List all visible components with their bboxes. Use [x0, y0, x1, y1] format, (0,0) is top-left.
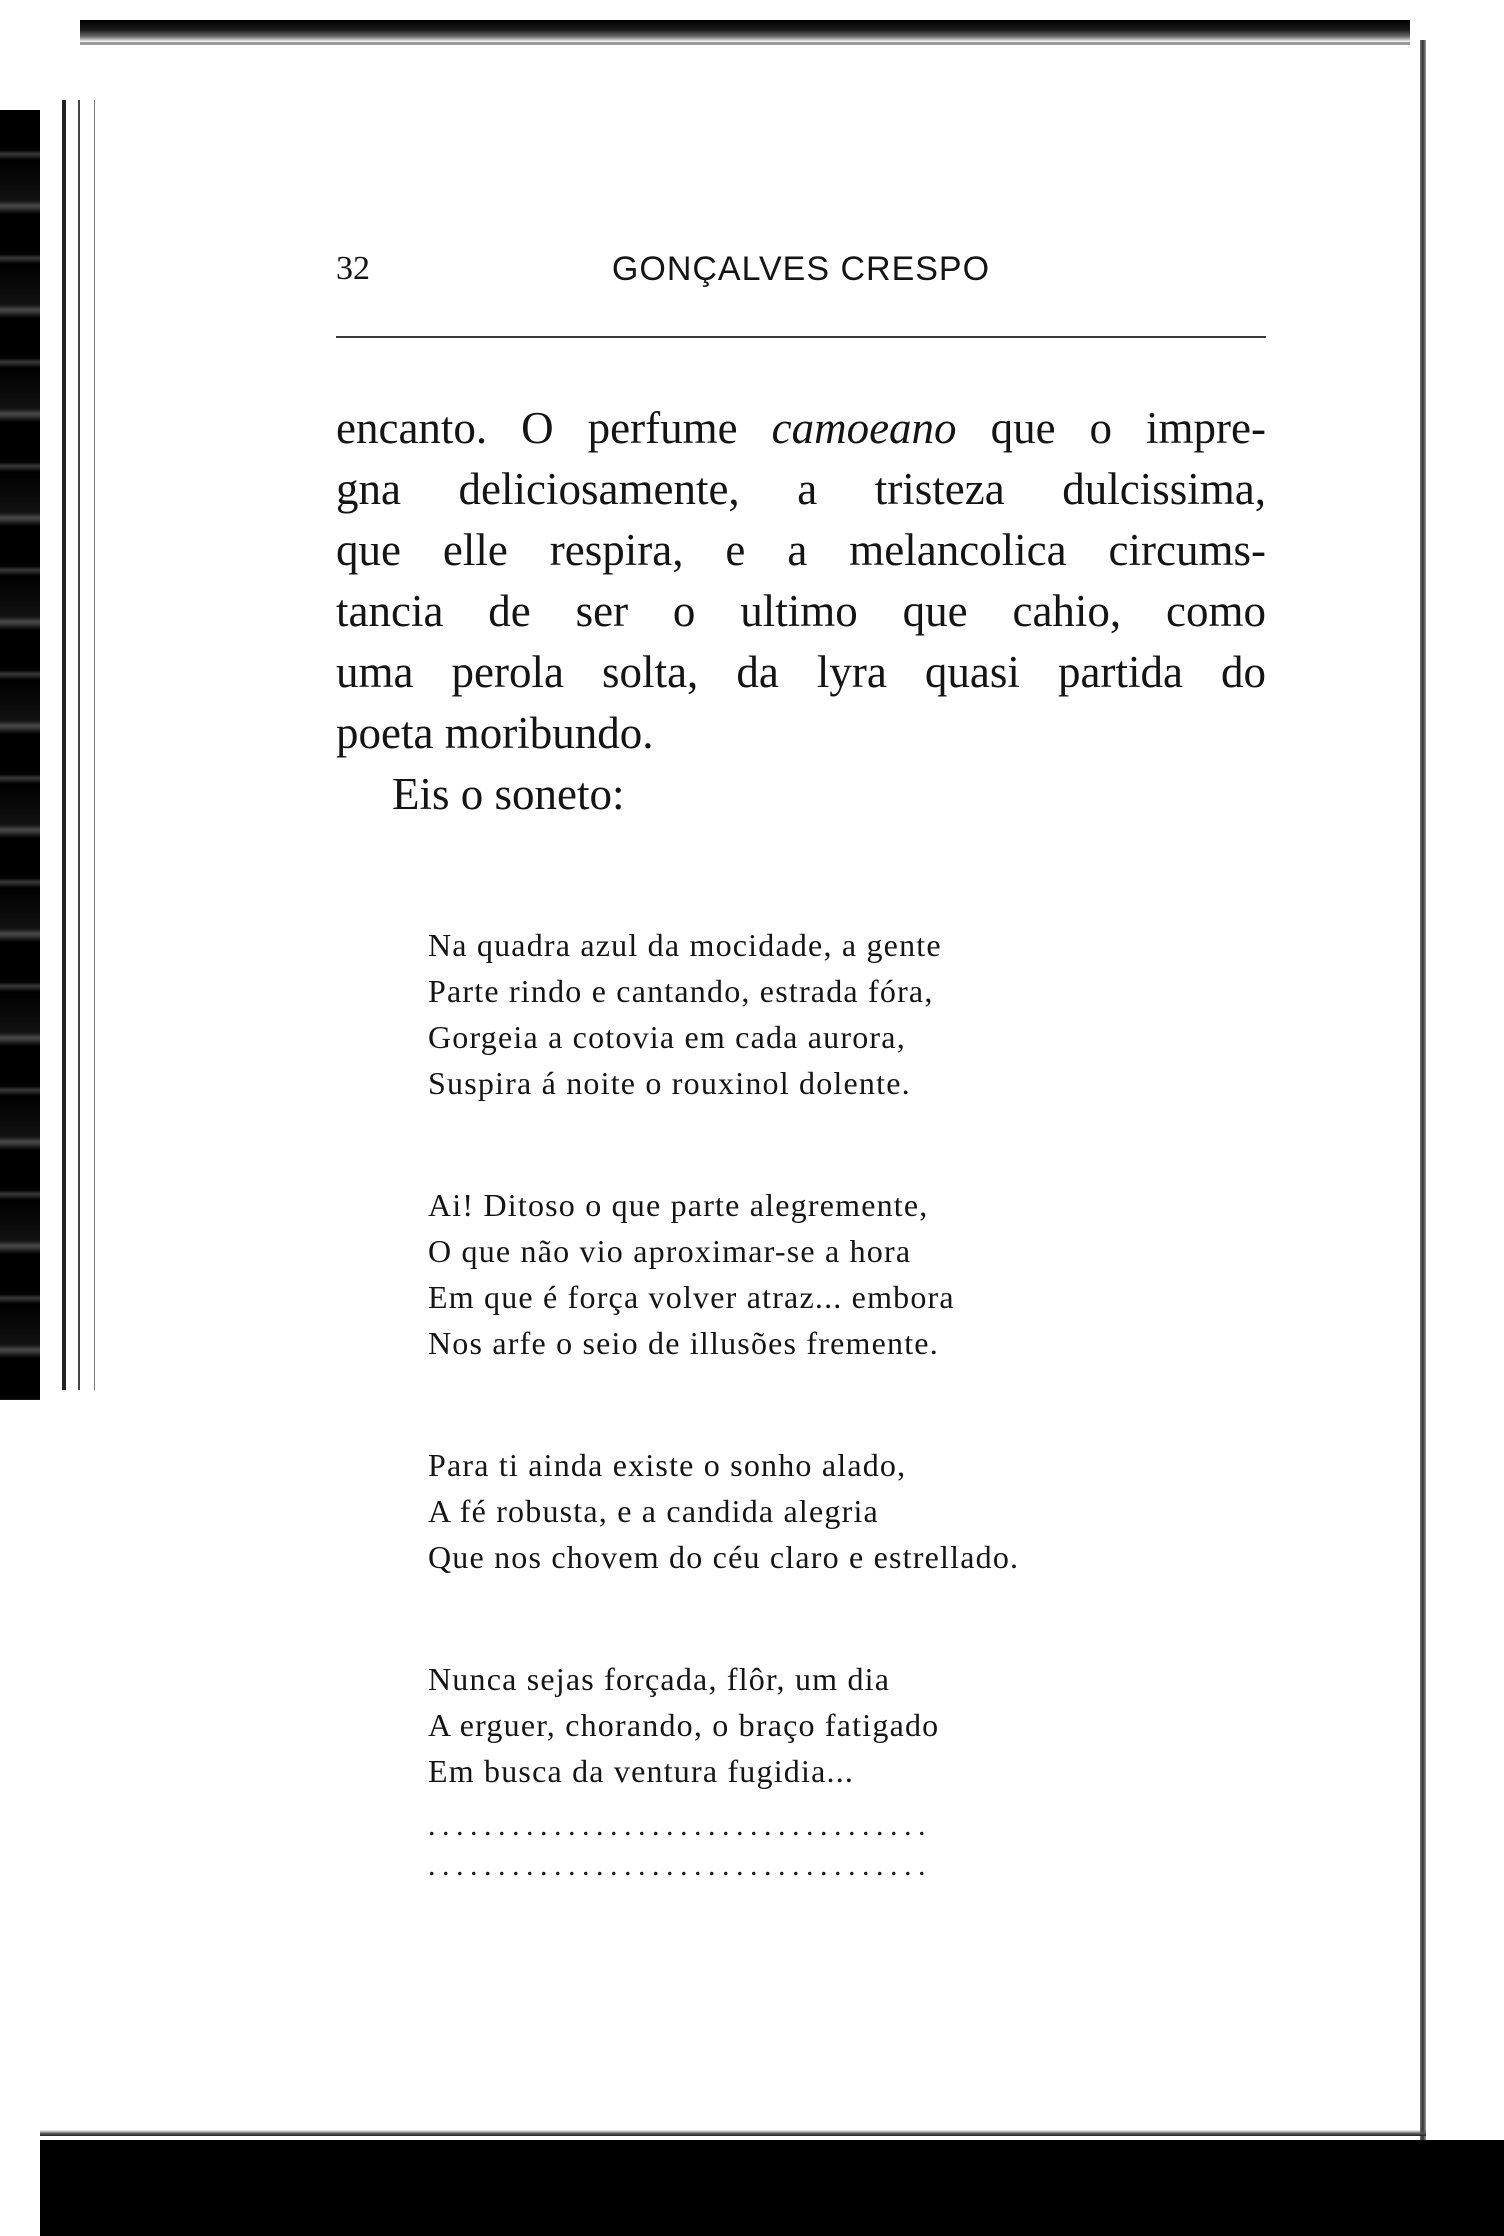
prose-line: uma perola solta, da lyra quasi partida do — [336, 647, 1266, 697]
sonnet-intro: Eis o soneto: — [392, 769, 625, 819]
prose-paragraph — [336, 398, 1266, 825]
scan-binding-lines — [44, 100, 124, 1390]
scan-binding-edge — [0, 110, 40, 1400]
prose-line: gna deliciosamente, a tristeza dulcissima, — [336, 464, 1266, 514]
prose-line: que elle respira, e a melancolica circums- — [336, 525, 1266, 575]
stanza — [428, 1656, 1188, 1794]
prose-line: poeta moribundo. — [336, 708, 654, 758]
sonnet — [428, 922, 1188, 1886]
verse-line: Na quadra azul da mocidade, a gente — [428, 927, 942, 963]
stanza — [428, 1182, 1188, 1366]
omission-dots: .................................... — [428, 1809, 932, 1842]
verse-line: Gorgeia a cotovia em cada aurora, — [428, 1019, 906, 1055]
page-number: 32 — [336, 250, 370, 287]
prose-text: que o impre- — [956, 403, 1266, 453]
verse-line: Para ti ainda existe o sonho alado, — [428, 1447, 907, 1483]
prose-italic-word: camoeano — [771, 403, 957, 453]
scan-bottom-rule — [40, 2130, 1426, 2136]
verse-line: O que não vio aproximar-se a hora — [428, 1233, 912, 1269]
omission-dots: .................................... — [428, 1849, 932, 1882]
book-page — [336, 0, 1266, 2100]
scan-right-edge — [1420, 40, 1426, 2140]
verse-line: A fé robusta, e a candida alegria — [428, 1493, 879, 1529]
verse-line: A erguer, chorando, o braço fatigado — [428, 1707, 940, 1743]
verse-line: Nos arfe o seio de illusões fremente. — [428, 1325, 939, 1361]
verse-line: Em busca da ventura fugidia... — [428, 1753, 855, 1789]
verse-line: Em que é força volver atraz... embora — [428, 1279, 955, 1315]
running-title: GONÇALVES CRESPO — [611, 250, 991, 288]
verse-line: Nunca sejas forçada, flôr, um dia — [428, 1661, 891, 1697]
prose-line — [336, 398, 1266, 459]
scan-bottom-border — [40, 2140, 1504, 2236]
header-rule — [336, 336, 1266, 338]
verse-line: Que nos chovem do céu claro e estrellado. — [428, 1539, 1020, 1575]
running-head — [336, 244, 1266, 294]
stanza — [428, 1442, 1188, 1580]
prose-line: tancia de ser o ultimo que cahio, como — [336, 586, 1266, 636]
verse-line: Ai! Ditoso o que parte alegremente, — [428, 1187, 929, 1223]
verse-line: Suspira á noite o rouxinol dolente. — [428, 1065, 911, 1101]
stanza — [428, 922, 1188, 1106]
prose-text: encanto. O perfume — [336, 403, 772, 453]
verse-line: Parte rindo e cantando, estrada fóra, — [428, 973, 934, 1009]
